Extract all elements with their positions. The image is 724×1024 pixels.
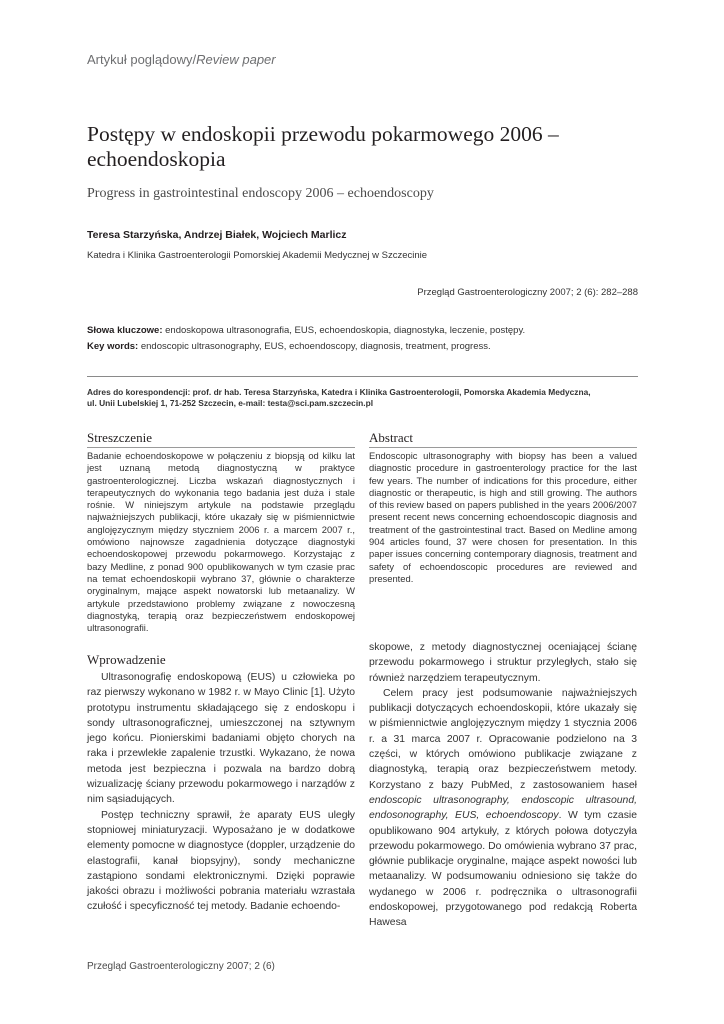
article-type-pl: Artykuł poglądowy/	[87, 52, 197, 67]
keywords-en	[87, 341, 491, 352]
affiliation: Katedra i Klinika Gastroenterologii Pomorskiej Akademii Medycznej w Szczecinie	[87, 250, 428, 261]
citation: Przegląd Gastroenterologiczny 2007; 2 (6): 282–288	[417, 287, 638, 298]
divider	[87, 376, 638, 377]
keywords-en-label: Key words:	[87, 341, 139, 352]
body-paragraph: skopowe, z metody diagnostycznej oceniającej ścianę przewodu pokarmowego i struktur przyległych, stało się również narzędziem terapeutycznym.	[369, 642, 637, 684]
page-footer: Przegląd Gastroenterologiczny 2007; 2 (6)	[87, 961, 275, 972]
body-paragraph-part: Celem pracy jest podsumowanie najważniejszych publikacji dotyczących echoendoskopii, które ukazały się w piśmiennictwie anglojęzycznym między 1 stycznia 2006 r. a 31 marca 2007 r. Opracowanie podzielono na 3 części, w których omówiono publikacje związane z diagnostyką, terapią oraz bezpieczeństwem metody. Korzystano z bazy PubMed, z zastosowaniem haseł	[369, 687, 637, 791]
abstract-rule	[369, 447, 637, 448]
keywords-pl-label: Słowa kluczowe:	[87, 325, 163, 336]
body-left-column	[87, 670, 355, 915]
body-paragraph	[369, 686, 637, 931]
body-paragraph: Ultrasonografię endoskopową (EUS) u człowieka po raz pierwszy wykonano w 1982 r. w Mayo Clinic [1]. Użyto prototypu instrumentu składającego się z endoskopu i sondy ultrasonograficznej, umieszczonej na sztywnym jego końcu. Pionierskimi badaniami objęto chorych na raka i przewlekłe zapalenie trzustki. Wykazano, że nowa metoda jest bezpieczna i pozwala na bardzo dobrą wizualizację ściany przewodu pokarmowego i narządów z nim sąsiadujących.	[87, 672, 355, 806]
streszczenie-heading: Streszczenie	[87, 430, 152, 445]
search-terms: endoscopic ultrasonography, endoscopic ultrasound, endosonography, EUS, echoendoscopy	[369, 794, 637, 822]
keywords-pl-text: endoskopowa ultrasonografia, EUS, echoendoskopia, diagnostyka, leczenie, postępy.	[162, 325, 526, 336]
streszczenie-rule	[87, 447, 355, 448]
correspondence-line-1: Adres do korespondencji: prof. dr hab. Teresa Starzyńska, Katedra i Klinika Gastroenterologii, Pomorska Akademia Medyczna,	[87, 387, 591, 397]
abstract-heading: Abstract	[369, 430, 414, 445]
article-title: Postępy w endoskopii przewodu pokarmowego 2006 – echoendoskopia	[87, 122, 559, 171]
article-type-en: Review paper	[196, 52, 276, 67]
wprowadzenie-heading: Wprowadzenie	[87, 652, 166, 667]
streszczenie-text: Badanie echoendoskopowe w połączeniu z biopsją od kilku lat jest uznaną metodą diagnostyczną w praktyce gastroenterologicznej. Liczba wskazań diagnostycznych i terapeutycznych do wykonania tego badania jest duża i stale rośnie. W niniejszym artykule na podstawie przeglądu najważniejszych publikacji, które ukazały się w piśmiennictwie anglojęzycznym między styczniem 2006 r. a marcem 2007 r., omówiono najnowsze zagadnienia dotyczące diagnostyki echoendoskopowej przewodu pokarmowego. Korzystając z bazy Medline, z ponad 900 opublikowanych w tym czasie prac na temat echoendoskopii wybrano 37, głównie o charakterze oryginalnym, mające aspekt nowatorski lub metaanalizy. W artykule przedstawiono problemy związane z nowoczesną diagnostyką, terapią oraz bezpieczeństwem endoskopowej ultrasonografii.	[87, 450, 355, 634]
abstract-text: Endoscopic ultrasonography with biopsy has been a valued diagnostic procedure in gastroenterology practice for the last few years. The number of indications for this procedure, either diagnostic or therapeutic, is high and still growing. The authors of this review based on papers published in the years 2006/2007 present recent news concerning echoendoscopic diagnosis and treatment of the gastrointestinal tract. Based on Medline among 904 articles found, 37 were chosen for presentation. In this paper issues concerning contemporary diagnosis, treatment and safety of echoendoscopic procedures are reviewed and presented.	[369, 450, 637, 584]
article-subtitle: Progress in gastrointestinal endoscopy 2006 – echoendoscopy	[87, 186, 434, 201]
body-paragraph: Postęp techniczny sprawił, że aparaty EUS uległy stopniowej miniaturyzacji. Wyposażano je w dodatkowe elementy pomocne w diagnostyce (doppler, urządzenie do elastografii, kanał biopsyjny), sondy mechaniczne zastąpiono sondami elektronicznymi. Dzięki poprawie jakości obrazu i możliwości pobrania materiału wzrastała czułość i specyficzność tej metody. Badanie echoendo-	[87, 809, 356, 913]
authors: Teresa Starzyńska, Andrzej Białek, Wojciech Marlicz	[87, 229, 347, 241]
body-paragraph-part: . W tym czasie opublikowano 904 artykuły, z których połowa dotyczyła przewodu pokarmowego. Do omówienia wybrano 37 prac, głównie publikacje oryginalne, mające aspekt nowości lub metaanalizy. W podsumowaniu odniesiono się także do wydanego w 2006 r. podręcznika o ultrasonografii endoskopowej, przygotowanego pod redakcją Roberta Hawesa	[369, 810, 637, 929]
keywords-pl	[87, 325, 525, 336]
article-type	[87, 52, 276, 67]
correspondence	[87, 387, 647, 409]
body-right-column	[369, 640, 637, 931]
keywords-en-text: endoscopic ultrasonography, EUS, echoendoscopy, diagnosis, treatment, progress.	[138, 341, 491, 352]
correspondence-line-2: ul. Unii Lubelskiej 1, 71-252 Szczecin, e-mail: testa@sci.pam.szczecin.pl	[87, 398, 374, 408]
